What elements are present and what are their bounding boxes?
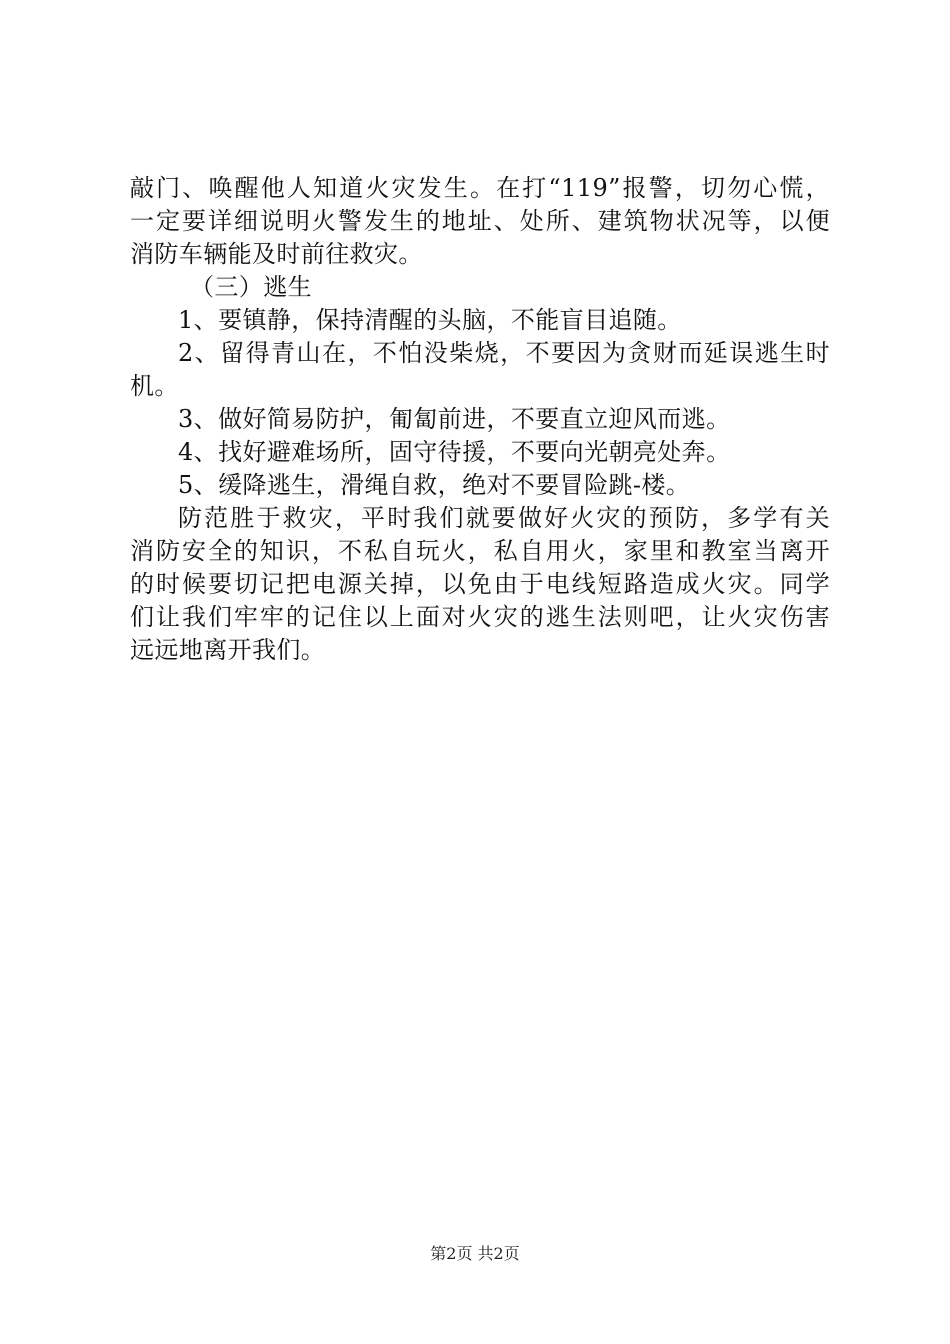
list-item: 3、做好简易防护，匍匐前进，不要直立迎风而逃。 [178,405,731,433]
list-item: 5、缓降逃生，滑绳自救，绝对不要冒险跳-楼。 [178,471,691,499]
paragraph-line: 一定要详细说明火警发生的地址、处所、建筑物状况等，以便 [130,207,830,235]
list-item: 2、留得青山在，不怕没柴烧，不要因为贪财而延误逃生时 [178,339,830,367]
list-item: 1、要镇静，保持清醒的头脑，不能盲目追随。 [178,306,682,334]
paragraph-line: 敲门、唤醒他人知道火灾发生。在打“119”报警，切勿心慌， [130,174,830,202]
list-item-continuation: 机。 [130,372,179,400]
section-heading: （三）逃生 [190,273,312,301]
page-number-footer: 第2页 共2页 [430,1244,520,1263]
list-item: 4、找好避难场所，固守待援，不要向光朝亮处奔。 [178,438,731,466]
paragraph-line: 消防车辆能及时前往救灾。 [130,240,423,268]
paragraph-line: 的时候要切记把电源关掉，以免由于电线短路造成火灾。同学 [130,570,830,598]
paragraph-line: 防范胜于救灾，平时我们就要做好火灾的预防，多学有关 [178,504,830,532]
paragraph-line: 远远地离开我们。 [130,636,326,664]
document-body [130,172,830,667]
paragraph-line: 们让我们牢牢的记住以上面对火灾的逃生法则吧，让火灾伤害 [130,603,830,631]
paragraph-line: 消防安全的知识，不私自玩火，私自用火，家里和教室当离开 [130,537,830,565]
